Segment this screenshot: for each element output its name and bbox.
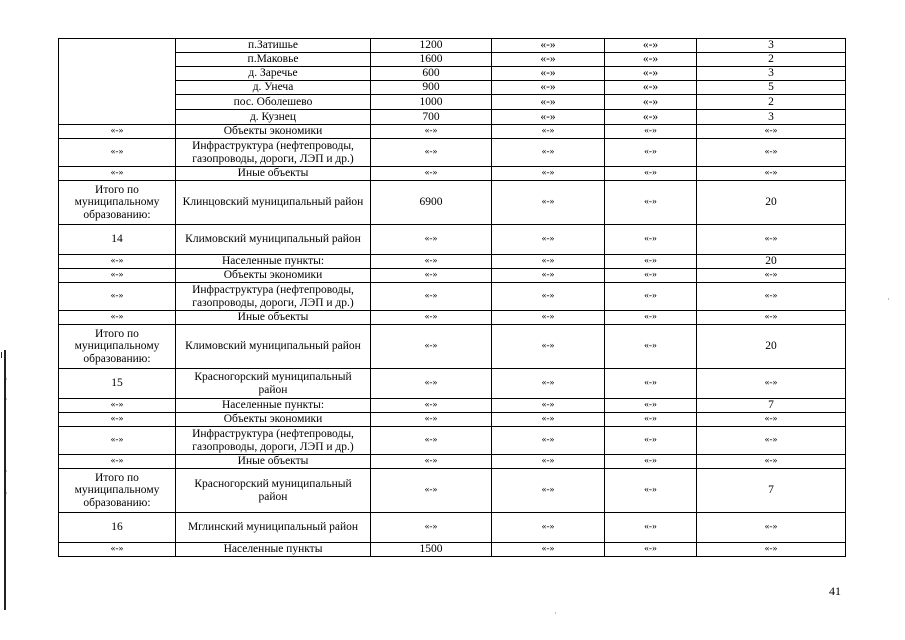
table-cell: «-» — [605, 167, 697, 181]
table-body — [59, 39, 846, 557]
table-cell: «-» — [492, 311, 605, 325]
table-cell: 2 — [697, 53, 846, 67]
table-cell: «-» — [492, 167, 605, 181]
table-row — [59, 139, 846, 167]
table-row — [59, 167, 846, 181]
table-cell: Итого по муниципальному образованию: — [59, 469, 176, 513]
table-cell: «-» — [492, 283, 605, 311]
table-cell: «-» — [371, 469, 492, 513]
table-cell: 15 — [59, 369, 176, 399]
table-cell: «-» — [697, 225, 846, 255]
table-cell: «-» — [605, 369, 697, 399]
table-cell: Объекты экономики — [176, 125, 371, 139]
table-cell: «-» — [605, 53, 697, 67]
table-cell: 1000 — [371, 95, 492, 110]
scan-speck — [555, 612, 556, 614]
table-cell: Красногорский муниципальный район — [176, 369, 371, 399]
table-cell: «-» — [605, 39, 697, 53]
table-cell: «-» — [605, 125, 697, 139]
table-cell: «-» — [605, 225, 697, 255]
data-table — [58, 38, 846, 557]
table-cell: «-» — [59, 255, 176, 269]
table-cell: «-» — [371, 513, 492, 543]
table-row — [59, 413, 846, 427]
table-cell: «-» — [492, 455, 605, 469]
table-cell: 1200 — [371, 39, 492, 53]
table-cell: «-» — [697, 427, 846, 455]
table-cell: «-» — [605, 469, 697, 513]
table-cell: д. Кузнец — [176, 110, 371, 125]
table-cell: «-» — [371, 255, 492, 269]
table-cell: «-» — [492, 181, 605, 225]
table-cell: «-» — [371, 283, 492, 311]
table-row — [59, 110, 846, 125]
table-cell: «-» — [59, 139, 176, 167]
table-cell: 1500 — [371, 543, 492, 557]
table-cell: Объекты экономики — [176, 413, 371, 427]
table-cell: «-» — [605, 81, 697, 95]
table-cell: «-» — [605, 311, 697, 325]
table-cell: 20 — [697, 181, 846, 225]
table-cell: «-» — [492, 399, 605, 413]
table-cell: «-» — [492, 513, 605, 543]
table-cell: «-» — [371, 125, 492, 139]
table-cell: «-» — [492, 543, 605, 557]
table-cell: «-» — [492, 427, 605, 455]
table-cell: «-» — [697, 167, 846, 181]
table-cell: 3 — [697, 110, 846, 125]
table-row — [59, 125, 846, 139]
table-cell: Населенные пункты: — [176, 399, 371, 413]
table-cell: 5 — [697, 81, 846, 95]
table-cell: «-» — [59, 399, 176, 413]
table-row — [59, 311, 846, 325]
table-cell: «-» — [697, 369, 846, 399]
table-cell: п.Затишье — [176, 39, 371, 53]
table-row — [59, 39, 846, 53]
page-number: 41 — [829, 584, 841, 598]
table-cell: «-» — [371, 139, 492, 167]
scan-edge-line — [4, 350, 6, 610]
table-cell: «-» — [59, 167, 176, 181]
scan-speck — [6, 398, 7, 400]
table-cell: 1600 — [371, 53, 492, 67]
table-cell: «-» — [59, 311, 176, 325]
table-cell: «-» — [605, 413, 697, 427]
table-cell: Итого по муниципальному образованию: — [59, 325, 176, 369]
table-cell: 700 — [371, 110, 492, 125]
table-cell: «-» — [59, 455, 176, 469]
table-cell: «-» — [492, 110, 605, 125]
table-cell: «-» — [371, 269, 492, 283]
table-cell: 900 — [371, 81, 492, 95]
table-cell: «-» — [492, 53, 605, 67]
table-cell: «-» — [371, 413, 492, 427]
table-cell: Населенные пункты — [176, 543, 371, 557]
table-cell: «-» — [492, 39, 605, 53]
table-cell: п.Маковье — [176, 53, 371, 67]
table-cell: «-» — [697, 269, 846, 283]
table-row — [59, 181, 846, 225]
table-cell: 20 — [697, 325, 846, 369]
table-cell: «-» — [605, 455, 697, 469]
table-cell: Климовский муниципальный район — [176, 225, 371, 255]
table-cell: «-» — [697, 139, 846, 167]
table-row — [59, 469, 846, 513]
table-cell: 14 — [59, 225, 176, 255]
table-row — [59, 513, 846, 543]
table-row — [59, 325, 846, 369]
table-cell: «-» — [59, 427, 176, 455]
table-cell: «-» — [605, 95, 697, 110]
table-cell: «-» — [605, 283, 697, 311]
table-cell: «-» — [492, 269, 605, 283]
table-cell: «-» — [492, 225, 605, 255]
scan-speck — [6, 492, 7, 494]
table-row — [59, 399, 846, 413]
table-cell: «-» — [605, 325, 697, 369]
table-row — [59, 427, 846, 455]
table-cell: 3 — [697, 39, 846, 53]
table-cell: Инфраструктура (нефтепроводы, газопроводы, дороги, ЛЭП и др.) — [176, 139, 371, 167]
table-cell: «-» — [605, 67, 697, 81]
scan-speck — [6, 470, 7, 472]
table-row — [59, 455, 846, 469]
table-cell: «-» — [59, 543, 176, 557]
table-cell: «-» — [492, 255, 605, 269]
table-cell: «-» — [492, 469, 605, 513]
table-cell: «-» — [371, 225, 492, 255]
table-row — [59, 53, 846, 67]
table-cell: 16 — [59, 513, 176, 543]
table-row — [59, 283, 846, 311]
table-cell: Инфраструктура (нефтепроводы, газопроводы, дороги, ЛЭП и др.) — [176, 427, 371, 455]
table-cell: «-» — [371, 311, 492, 325]
table-cell: «-» — [492, 125, 605, 139]
table-cell: «-» — [605, 399, 697, 413]
table-cell: «-» — [697, 125, 846, 139]
table-cell — [59, 39, 176, 125]
table-cell: «-» — [492, 81, 605, 95]
table-cell: Красногорский муниципальный район — [176, 469, 371, 513]
table-cell: Клинцовский муниципальный район — [176, 181, 371, 225]
table-cell: «-» — [492, 139, 605, 167]
table-cell: Населенные пункты: — [176, 255, 371, 269]
table-cell: «-» — [492, 67, 605, 81]
table-cell: «-» — [697, 413, 846, 427]
table-cell: «-» — [371, 369, 492, 399]
table-cell: «-» — [371, 455, 492, 469]
table-cell: «-» — [697, 513, 846, 543]
table-cell: Итого по муниципальному образованию: — [59, 181, 176, 225]
table-cell: «-» — [59, 283, 176, 311]
table-cell: д. Унеча — [176, 81, 371, 95]
table-cell: «-» — [492, 325, 605, 369]
table-cell: «-» — [697, 455, 846, 469]
table-cell: «-» — [605, 181, 697, 225]
table-cell: «-» — [697, 543, 846, 557]
table-cell: 2 — [697, 95, 846, 110]
table-cell: «-» — [697, 311, 846, 325]
table-row — [59, 255, 846, 269]
table-cell: «-» — [605, 427, 697, 455]
table-cell: «-» — [697, 283, 846, 311]
table-row — [59, 225, 846, 255]
table-row — [59, 543, 846, 557]
table-cell: «-» — [59, 413, 176, 427]
table-cell: «-» — [605, 139, 697, 167]
table-row — [59, 81, 846, 95]
table-cell: Климовский муниципальный район — [176, 325, 371, 369]
table-cell: Иные объекты — [176, 167, 371, 181]
table-row — [59, 369, 846, 399]
table-cell: «-» — [371, 325, 492, 369]
table-cell: 7 — [697, 399, 846, 413]
table-cell: «-» — [605, 513, 697, 543]
table-cell: «-» — [605, 269, 697, 283]
table-cell: Иные объекты — [176, 455, 371, 469]
table-cell: «-» — [492, 413, 605, 427]
table-cell: «-» — [605, 255, 697, 269]
table-row — [59, 95, 846, 110]
table-cell: 3 — [697, 67, 846, 81]
table-cell: Мглинский муниципальный район — [176, 513, 371, 543]
scan-speck — [888, 298, 889, 300]
table-row — [59, 269, 846, 283]
table-cell: Объекты экономики — [176, 269, 371, 283]
scan-speck — [6, 378, 7, 380]
table-cell: Инфраструктура (нефтепроводы, газопроводы, дороги, ЛЭП и др.) — [176, 283, 371, 311]
table-cell: 6900 — [371, 181, 492, 225]
table-cell: 7 — [697, 469, 846, 513]
table-cell: «-» — [371, 427, 492, 455]
table-cell: «-» — [371, 399, 492, 413]
table-cell: «-» — [59, 125, 176, 139]
table-cell: «-» — [605, 110, 697, 125]
scan-edge-line — [1, 352, 2, 358]
table-cell: д. Заречье — [176, 67, 371, 81]
table-cell: «-» — [492, 369, 605, 399]
table-cell: «-» — [59, 269, 176, 283]
table-cell: 600 — [371, 67, 492, 81]
table-cell: 20 — [697, 255, 846, 269]
table-cell: Иные объекты — [176, 311, 371, 325]
table-cell: «-» — [605, 543, 697, 557]
table-cell: пос. Оболешево — [176, 95, 371, 110]
table-cell: «-» — [492, 95, 605, 110]
table-row — [59, 67, 846, 81]
table-cell: «-» — [371, 167, 492, 181]
